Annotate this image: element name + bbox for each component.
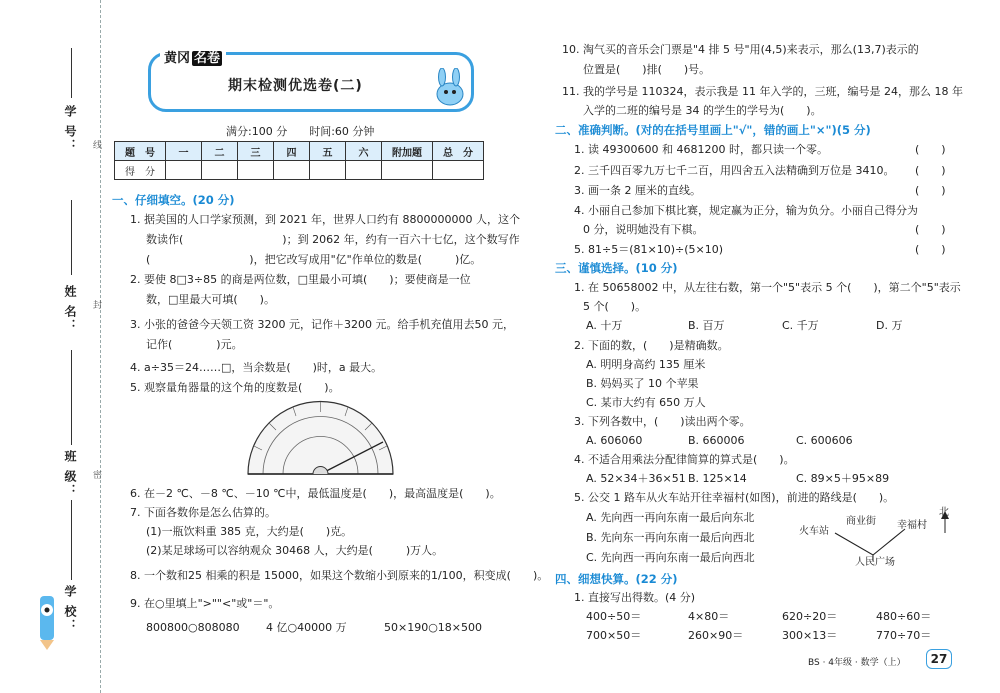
score-header-cell: 一	[166, 142, 202, 161]
choice-5: 5. 公交 1 路车从火车站开往幸福村(如图)，前进的路线是( )。	[574, 491, 895, 504]
score-cell[interactable]	[238, 161, 274, 180]
question-4: 4. a÷35＝24……□，当余数是( )时，a 最大。	[130, 361, 383, 374]
calc-item: 620÷20＝	[782, 610, 838, 623]
judge-3: 3. 画一条 2 厘米的直线。	[574, 184, 701, 197]
score-row-label: 得 分	[115, 161, 166, 180]
question-7-part-1: (1)一瓶饮料重 385 克，大约是( )克。	[146, 525, 353, 538]
score-cell[interactable]	[382, 161, 433, 180]
choice-1-line-b: 5 个( )。	[583, 300, 647, 313]
score-header-cell: 六	[346, 142, 382, 161]
judge-5-answer[interactable]: ( )	[915, 243, 946, 256]
score-header-cell: 题 号	[115, 142, 166, 161]
section-2-heading: 二、准确判断。(对的在括号里画上"√"，错的画上"×")(5 分)	[555, 123, 871, 137]
seal-mark: 封	[91, 300, 101, 309]
question-2-line-a: 2. 要使 8□3÷85 的商是两位数，□里最小可填( )；要使商是一位	[130, 273, 471, 286]
section-3-heading: 三、谨慎选择。(10 分)	[555, 261, 678, 275]
student-number-label: 学 号：	[63, 105, 77, 154]
choice-5-option-a[interactable]: A. 先向西一再向东南一最后向东北	[586, 511, 755, 524]
school-field[interactable]	[71, 500, 72, 580]
judge-1-answer[interactable]: ( )	[915, 143, 946, 156]
score-header-cell: 附加题	[382, 142, 433, 161]
score-header-cell: 二	[202, 142, 238, 161]
score-cell[interactable]	[274, 161, 310, 180]
calc-item: 480÷60＝	[876, 610, 932, 623]
score-cell[interactable]	[433, 161, 484, 180]
name-field[interactable]	[71, 200, 72, 275]
choice-2-option-b[interactable]: B. 妈妈买了 10 个苹果	[586, 377, 699, 390]
score-cell[interactable]	[202, 161, 238, 180]
score-cell[interactable]	[166, 161, 202, 180]
judge-3-answer[interactable]: ( )	[915, 184, 946, 197]
binding-dashed-line	[100, 0, 101, 693]
judge-4-line-b: 0 分，说明她没有下棋。	[583, 223, 704, 236]
judge-5: 5. 81÷5＝(81×10)÷(5×10)	[574, 243, 724, 256]
choice-3: 3. 下列各数中，( )读出两个零。	[574, 415, 751, 428]
pencil-mascot-icon	[28, 592, 68, 652]
question-6: 6. 在－2 ℃、－8 ℃、－10 ℃中，最低温度是( )，最高温度是( )。	[130, 487, 501, 500]
brand-logo: 黄冈 名卷	[160, 47, 226, 66]
map-label-street: 商业街	[846, 516, 876, 527]
page-number: 27	[926, 649, 952, 669]
score-table	[114, 141, 484, 180]
school-label: 学 校：	[63, 585, 77, 634]
question-9-item-b: 4 亿○40000 万	[266, 621, 347, 634]
choice-5-option-b[interactable]: B. 先向东一再向东南一最后向西北	[586, 531, 755, 544]
class-field[interactable]	[71, 350, 72, 445]
map-north-label: 北	[939, 507, 949, 518]
choice-1-option-a[interactable]: A. 十万	[586, 319, 623, 332]
judge-4-answer[interactable]: ( )	[915, 223, 946, 236]
judge-2: 2. 三千四百零九万七千二百，用四舍五入法精确到万位是 3410。	[574, 164, 895, 177]
question-3-line-b: 记作( )元。	[146, 338, 243, 351]
choice-3-option-a[interactable]: A. 606060	[586, 434, 643, 447]
choice-1-option-d[interactable]: D. 万	[876, 319, 903, 332]
question-2-line-b: 数，□里最大可填( )。	[146, 293, 275, 306]
question-9: 9. 在○里填上">""<"或"＝"。	[130, 597, 280, 610]
judge-2-answer[interactable]: ( )	[915, 164, 946, 177]
score-header-cell: 四	[274, 142, 310, 161]
calc-item: 770÷70＝	[876, 629, 932, 642]
grade-label: BS · 4年级 · 数学（上）	[808, 658, 906, 668]
rabbit-mascot-icon	[428, 68, 472, 108]
calc-item: 4×80＝	[688, 610, 730, 623]
map-label-plaza: 人民广场	[855, 557, 895, 568]
question-1-line-c: ( )，把它改写成用"亿"作单位的数是( )亿。	[146, 253, 482, 266]
choice-3-option-c[interactable]: C. 600606	[796, 434, 853, 447]
question-7-part-2: (2)某足球场可以容纳观众 30468 人，大约是( )万人。	[146, 544, 444, 557]
section-4-heading: 四、细想快算。(22 分)	[555, 572, 678, 586]
choice-1-line-a: 1. 在 50658002 中，从左往右数，第一个"5"表示 5 个( )，第二个"5"表示	[574, 281, 961, 294]
choice-2-option-c[interactable]: C. 某市大约有 650 万人	[586, 396, 706, 409]
choice-4-option-a[interactable]: A. 52×34＋36×51	[586, 472, 686, 485]
choice-4: 4. 不适合用乘法分配律简算的算式是( )。	[574, 453, 795, 466]
question-8: 8. 一个数和25 相乘的积是 15000，如果这个数缩小到原来的1/100，积变成( )。	[130, 569, 549, 582]
question-9-item-a: 800800○808080	[146, 621, 240, 634]
question-11-line-a: 11. 我的学号是 110324，表示我是 11 年入学的，三班，编号是 24，那么 18 年	[562, 85, 963, 98]
question-3-line-a: 3. 小张的爸爸今天领工资 3200 元，记作＋3200 元。给手机充值用去50 元，	[130, 318, 514, 331]
choice-2-option-a[interactable]: A. 明明身高约 135 厘米	[586, 358, 706, 371]
student-number-field[interactable]	[71, 48, 72, 98]
score-header-cell: 五	[310, 142, 346, 161]
calc-item: 700×50＝	[586, 629, 642, 642]
calc-item: 400÷50＝	[586, 610, 642, 623]
question-5: 5. 观察量角器量的这个角的度数是( )。	[130, 381, 340, 394]
question-10-line-a: 10. 淘气买的音乐会门票是"4 排 5 号"用(4,5)来表示，那么(13,7)表示的	[562, 43, 919, 56]
choice-3-option-b[interactable]: B. 660006	[688, 434, 745, 447]
map-label-village: 幸福村	[897, 520, 927, 531]
choice-1-option-b[interactable]: B. 百万	[688, 319, 725, 332]
exam-meta: 满分:100 分 时间:60 分钟	[226, 125, 375, 138]
choice-4-option-b[interactable]: B. 125×14	[688, 472, 747, 485]
question-9-item-c: 50×190○18×500	[384, 621, 483, 634]
judge-4-line-a: 4. 小丽自己参加下棋比赛，规定赢为正分，输为负分。小丽自己得分为	[574, 204, 918, 217]
score-cell[interactable]	[346, 161, 382, 180]
question-10-line-b: 位置是( )排( )号。	[583, 63, 711, 76]
question-11-line-b: 入学的二班的编号是 34 的学生的学号为( )。	[583, 104, 822, 117]
choice-1-option-c[interactable]: C. 千万	[782, 319, 819, 332]
question-1-line-a: 1. 据美国的人口学家预测，到 2021 年，世界人口约有 8800000000 人，这个	[130, 213, 520, 226]
score-cell[interactable]	[310, 161, 346, 180]
choice-2: 2. 下面的数，( )是精确数。	[574, 339, 729, 352]
choice-4-option-c[interactable]: C. 89×5＋95×89	[796, 472, 890, 485]
protractor-diagram	[243, 400, 398, 478]
class-label: 班 级：	[63, 450, 77, 499]
score-header-cell: 总 分	[433, 142, 484, 161]
choice-5-option-c[interactable]: C. 先向西一再向东南一最后向西北	[586, 551, 755, 564]
line-mark: 线	[91, 140, 101, 149]
judge-1: 1. 读 49300600 和 4681200 时，都只读一个零。	[574, 143, 828, 156]
name-label: 姓 名：	[63, 285, 77, 334]
calc-item: 300×13＝	[782, 629, 838, 642]
secret-mark: 密	[91, 470, 101, 479]
calc-intro: 1. 直接写出得数。(4 分)	[574, 591, 696, 604]
calc-item: 260×90＝	[688, 629, 744, 642]
map-label-station: 火车站	[799, 526, 829, 537]
question-7: 7. 下面各数你是怎么估算的。	[130, 506, 276, 519]
score-header-cell: 三	[238, 142, 274, 161]
section-1-heading: 一、仔细填空。(20 分)	[112, 193, 235, 207]
question-1-line-b: 数读作( )；到 2062 年，约有一百六十七亿，这个数写作	[146, 233, 520, 246]
page-title: 期末检测优选卷(二)	[228, 78, 363, 94]
